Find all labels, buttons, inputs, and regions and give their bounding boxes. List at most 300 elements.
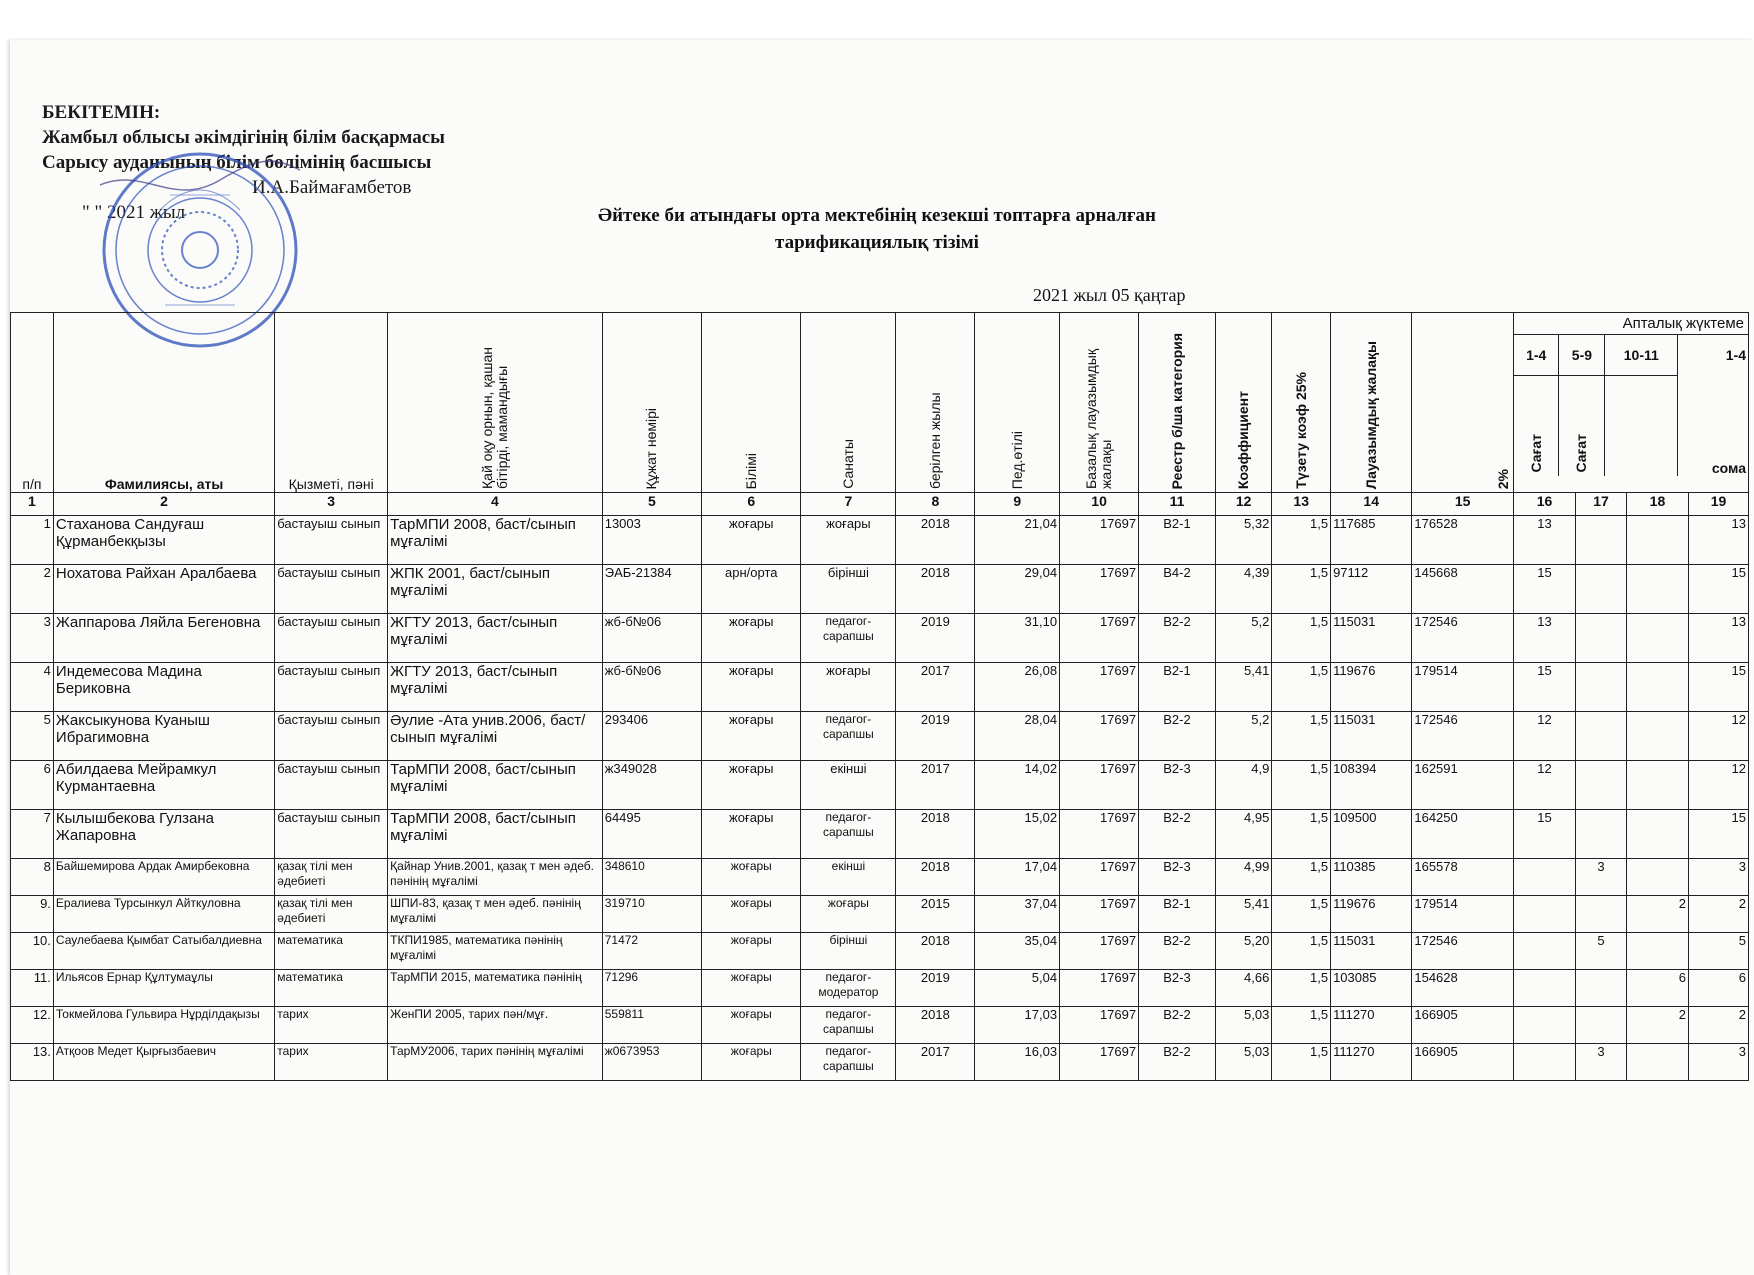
document-number: 559811	[602, 1007, 701, 1044]
correction-coef: 1,5	[1272, 810, 1331, 859]
hours-1-4	[1513, 859, 1575, 896]
teacher-position: бастауыш сынып	[275, 663, 388, 712]
category: педагог-сарапшы	[801, 810, 896, 859]
base-salary: 17697	[1060, 1044, 1139, 1081]
row-number: 8	[11, 859, 54, 896]
row-number: 12.	[11, 1007, 54, 1044]
education-level: жоғары	[702, 970, 801, 1007]
hours-total: 2	[1689, 1007, 1749, 1044]
register-category: В2-2	[1139, 1044, 1216, 1081]
teacher-position: бастауыш сынып	[275, 810, 388, 859]
coefficient: 5,03	[1215, 1007, 1271, 1044]
hours-10-11	[1626, 810, 1688, 859]
hours-10-11	[1626, 1044, 1688, 1081]
table-row	[11, 565, 1749, 614]
hours-5-9	[1576, 712, 1627, 761]
hours-10-11	[1626, 859, 1688, 896]
header-correction: Түзету коэф 25%	[1272, 313, 1331, 493]
category: педагог-модератор	[801, 970, 896, 1007]
row-number: 2	[11, 565, 54, 614]
document-title: Әйтеке би атындағы орта мектебінің кезекші топтарға арналған	[598, 205, 1156, 226]
row-number: 7	[11, 810, 54, 859]
table-row	[11, 1044, 1749, 1081]
hours-1-4	[1513, 896, 1575, 933]
hours-total: 3	[1689, 1044, 1749, 1081]
hours-10-11	[1626, 761, 1688, 810]
position-salary: 119676	[1331, 663, 1412, 712]
register-category: В2-3	[1139, 859, 1216, 896]
header-salary: Лауазымдық жалақы	[1331, 313, 1412, 493]
teacher-name: Саулебаева Қымбат Сатыбалдиевна	[53, 933, 274, 970]
teacher-position: тарих	[275, 1044, 388, 1081]
position-salary: 111270	[1331, 1007, 1412, 1044]
hours-total: 13	[1689, 516, 1749, 565]
base-salary: 17697	[1060, 970, 1139, 1007]
salary-2pct: 145668	[1412, 565, 1514, 614]
document-number: ЭАБ-21384	[602, 565, 701, 614]
education-place: ЖГТУ 2013, баст/сынып мұғалімі	[388, 614, 603, 663]
education-level: жоғары	[702, 712, 801, 761]
ped-experience: 35,04	[975, 933, 1060, 970]
document-number: 319710	[602, 896, 701, 933]
document-number: 71296	[602, 970, 701, 1007]
row-number: 10.	[11, 933, 54, 970]
header-doc-no: Құжат нөмірі	[602, 313, 701, 493]
salary-2pct: 172546	[1412, 933, 1514, 970]
category: жоғары	[801, 663, 896, 712]
document-number: 348610	[602, 859, 701, 896]
tariff-table	[10, 312, 1749, 1081]
hours-5-9	[1576, 1007, 1627, 1044]
category: екінші	[801, 859, 896, 896]
header-hours-1: Сағат	[1527, 434, 1544, 473]
row-number: 5	[11, 712, 54, 761]
base-salary: 17697	[1060, 933, 1139, 970]
row-number: 1	[11, 516, 54, 565]
base-salary: 17697	[1060, 712, 1139, 761]
hours-total: 12	[1689, 712, 1749, 761]
teacher-name: Нохатова Райхан Аралбаева	[53, 565, 274, 614]
salary-2pct: 154628	[1412, 970, 1514, 1007]
base-salary: 17697	[1060, 614, 1139, 663]
header-grade-1-4b: 1-4	[1725, 347, 1746, 364]
row-number: 9.	[11, 896, 54, 933]
document-subtitle: тарификациялық тізімі	[775, 232, 979, 253]
header-coef: Коэффициент	[1215, 313, 1271, 493]
hours-total: 6	[1689, 970, 1749, 1007]
teacher-name: Ильясов Ернар Құлтумаұлы	[53, 970, 274, 1007]
category: жоғары	[801, 516, 896, 565]
ped-experience: 28,04	[975, 712, 1060, 761]
table-row	[11, 896, 1749, 933]
ped-experience: 14,02	[975, 761, 1060, 810]
column-number: 6	[702, 493, 801, 516]
base-salary: 17697	[1060, 565, 1139, 614]
position-salary: 115031	[1331, 712, 1412, 761]
hours-total: 2	[1689, 896, 1749, 933]
header-register: Реестр б/ша категория	[1139, 313, 1216, 493]
column-number: 17	[1576, 493, 1627, 516]
hours-5-9: 3	[1576, 859, 1627, 896]
category-year: 2017	[896, 663, 975, 712]
header-total: сома	[1711, 460, 1746, 476]
header-name: Фамилиясы, аты	[53, 313, 274, 493]
category-year: 2018	[896, 1007, 975, 1044]
salary-2pct: 164250	[1412, 810, 1514, 859]
ped-experience: 5,04	[975, 970, 1060, 1007]
header-row	[11, 313, 1749, 493]
teacher-position: математика	[275, 933, 388, 970]
column-number: 1	[11, 493, 54, 516]
hours-1-4	[1513, 1044, 1575, 1081]
correction-coef: 1,5	[1272, 565, 1331, 614]
hours-5-9	[1576, 663, 1627, 712]
education-level: жоғары	[702, 614, 801, 663]
education-level: жоғары	[702, 859, 801, 896]
position-salary: 115031	[1331, 614, 1412, 663]
register-category: В2-1	[1139, 663, 1216, 712]
row-number: 11.	[11, 970, 54, 1007]
category: жоғары	[801, 896, 896, 933]
coefficient: 5,2	[1215, 614, 1271, 663]
register-category: В2-2	[1139, 933, 1216, 970]
column-number-row	[11, 493, 1749, 516]
education-place: ТарМПИ 2008, баст/сынып мұғалімі	[388, 810, 603, 859]
teacher-name: Абилдаева Мейрамкул Курмантаевна	[53, 761, 274, 810]
correction-coef: 1,5	[1272, 614, 1331, 663]
education-place: ТарМПИ 2008, баст/сынып мұғалімі	[388, 516, 603, 565]
teacher-position: математика	[275, 970, 388, 1007]
coefficient: 5,41	[1215, 896, 1271, 933]
column-number: 10	[1060, 493, 1139, 516]
hours-10-11	[1626, 516, 1688, 565]
ped-experience: 16,03	[975, 1044, 1060, 1081]
base-salary: 17697	[1060, 810, 1139, 859]
table-row	[11, 933, 1749, 970]
teacher-position: бастауыш сынып	[275, 712, 388, 761]
header-base-salary: Базалық лауазымдық жалақы	[1060, 313, 1139, 493]
teacher-position: бастауыш сынып	[275, 761, 388, 810]
hours-5-9	[1576, 614, 1627, 663]
hours-total: 13	[1689, 614, 1749, 663]
approval-signatory: И.А.Баймағамбетов	[252, 177, 412, 198]
ped-experience: 15,02	[975, 810, 1060, 859]
column-number: 12	[1215, 493, 1271, 516]
education-place: ШПИ-83, қазақ т мен әдеб. пәнінің мұғалімі	[388, 896, 603, 933]
position-salary: 97112	[1331, 565, 1412, 614]
column-number: 14	[1331, 493, 1412, 516]
tariff-table-body	[11, 516, 1749, 1081]
table-row	[11, 970, 1749, 1007]
hours-total: 15	[1689, 663, 1749, 712]
correction-coef: 1,5	[1272, 1007, 1331, 1044]
category: педагог-сарапшы	[801, 1044, 896, 1081]
coefficient: 4,95	[1215, 810, 1271, 859]
teacher-position: бастауыш сынып	[275, 516, 388, 565]
ped-experience: 26,08	[975, 663, 1060, 712]
category-year: 2015	[896, 896, 975, 933]
hours-1-4	[1513, 970, 1575, 1007]
category: педагог-сарапшы	[801, 712, 896, 761]
category-year: 2019	[896, 970, 975, 1007]
correction-coef: 1,5	[1272, 933, 1331, 970]
column-number: 19	[1689, 493, 1749, 516]
row-number: 4	[11, 663, 54, 712]
column-number: 3	[275, 493, 388, 516]
register-category: В2-1	[1139, 896, 1216, 933]
category-year: 2018	[896, 516, 975, 565]
table-row	[11, 1007, 1749, 1044]
hours-total: 15	[1689, 810, 1749, 859]
table-row	[11, 614, 1749, 663]
hours-5-9	[1576, 810, 1627, 859]
ped-experience: 31,10	[975, 614, 1060, 663]
hours-1-4: 12	[1513, 761, 1575, 810]
position-salary: 109500	[1331, 810, 1412, 859]
salary-2pct: 162591	[1412, 761, 1514, 810]
register-category: В2-2	[1139, 614, 1216, 663]
coefficient: 4,39	[1215, 565, 1271, 614]
column-number: 16	[1513, 493, 1575, 516]
education-level: жоғары	[702, 933, 801, 970]
base-salary: 17697	[1060, 663, 1139, 712]
coefficient: 5,32	[1215, 516, 1271, 565]
teacher-name: Токмейлова Гульвира Нұрділдақызы	[53, 1007, 274, 1044]
coefficient: 5,03	[1215, 1044, 1271, 1081]
hours-5-9	[1576, 565, 1627, 614]
coefficient: 5,20	[1215, 933, 1271, 970]
column-number: 7	[801, 493, 896, 516]
base-salary: 17697	[1060, 1007, 1139, 1044]
hours-1-4	[1513, 933, 1575, 970]
column-number: 8	[896, 493, 975, 516]
education-place: ЖПК 2001, баст/сынып мұғалімі	[388, 565, 603, 614]
salary-2pct: 179514	[1412, 663, 1514, 712]
hours-10-11	[1626, 565, 1688, 614]
category: бірінші	[801, 933, 896, 970]
table-row	[11, 810, 1749, 859]
teacher-position: қазақ тілі мен әдебиеті	[275, 859, 388, 896]
category: екінші	[801, 761, 896, 810]
education-place: Қайнар Унив.2001, қазақ т мен әдеб. пәнінің мұғалімі	[388, 859, 603, 896]
coefficient: 5,2	[1215, 712, 1271, 761]
table-row	[11, 761, 1749, 810]
row-number: 13.	[11, 1044, 54, 1081]
approval-dept: Сарысу ауданының білім бөлімінің басшысы	[42, 152, 432, 173]
document-number: жб-б№06	[602, 663, 701, 712]
category-year: 2018	[896, 859, 975, 896]
document-date: 2021 жыл 05 қаңтар	[1033, 285, 1186, 305]
document-number: 293406	[602, 712, 701, 761]
ped-experience: 17,04	[975, 859, 1060, 896]
column-number: 2	[53, 493, 274, 516]
register-category: В2-2	[1139, 712, 1216, 761]
register-category: В2-2	[1139, 1007, 1216, 1044]
hours-10-11	[1626, 933, 1688, 970]
category-year: 2017	[896, 1044, 975, 1081]
base-salary: 17697	[1060, 516, 1139, 565]
header-year: берілген жылы	[896, 313, 975, 493]
correction-coef: 1,5	[1272, 896, 1331, 933]
teacher-position: қазақ тілі мен әдебиеті	[275, 896, 388, 933]
hours-5-9: 5	[1576, 933, 1627, 970]
hours-1-4: 13	[1513, 516, 1575, 565]
category-year: 2018	[896, 933, 975, 970]
education-level: жоғары	[702, 810, 801, 859]
teacher-name: Индемесова Мадина Бериковна	[53, 663, 274, 712]
coefficient: 5,41	[1215, 663, 1271, 712]
hours-5-9	[1576, 516, 1627, 565]
document-number: 64495	[602, 810, 701, 859]
position-salary: 119676	[1331, 896, 1412, 933]
table-row	[11, 712, 1749, 761]
hours-1-4: 15	[1513, 663, 1575, 712]
hours-5-9: 3	[1576, 1044, 1627, 1081]
position-salary: 117685	[1331, 516, 1412, 565]
correction-coef: 1,5	[1272, 712, 1331, 761]
hours-total: 3	[1689, 859, 1749, 896]
education-place: ТарМУ2006, тарих пәнінің мұғалімі	[388, 1044, 603, 1081]
coefficient: 4,9	[1215, 761, 1271, 810]
table-row	[11, 859, 1749, 896]
base-salary: 17697	[1060, 761, 1139, 810]
education-level: арн/орта	[702, 565, 801, 614]
hours-1-4: 15	[1513, 810, 1575, 859]
header-grade-1-4: 1-4	[1514, 335, 1559, 376]
document-number: ж349028	[602, 761, 701, 810]
hours-10-11	[1626, 614, 1688, 663]
document-number: 13003	[602, 516, 701, 565]
column-number: 9	[975, 493, 1060, 516]
education-place: ТКПИ1985, математика пәнінің мұғалімі	[388, 933, 603, 970]
hours-1-4	[1513, 1007, 1575, 1044]
teacher-position: бастауыш сынып	[275, 565, 388, 614]
register-category: В2-2	[1139, 810, 1216, 859]
education-level: жоғары	[702, 896, 801, 933]
category-year: 2019	[896, 712, 975, 761]
position-salary: 108394	[1331, 761, 1412, 810]
header-num: п/п	[11, 313, 54, 493]
hours-1-4: 12	[1513, 712, 1575, 761]
hours-5-9	[1576, 970, 1627, 1007]
column-number: 18	[1626, 493, 1688, 516]
row-number: 6	[11, 761, 54, 810]
hours-total: 15	[1689, 565, 1749, 614]
approval-org: Жамбыл облысы әкімдігінің білім басқармасы	[42, 127, 446, 148]
hours-10-11	[1626, 663, 1688, 712]
approval-date: " " 2021 жыл	[82, 202, 186, 223]
header-ped-exp: Пед.өтілі	[975, 313, 1060, 493]
category-year: 2017	[896, 761, 975, 810]
document-number: жб-б№06	[602, 614, 701, 663]
teacher-name: Жаппарова Ляйла Бегеновна	[53, 614, 274, 663]
salary-2pct: 179514	[1412, 896, 1514, 933]
position-salary: 115031	[1331, 933, 1412, 970]
ped-experience: 21,04	[975, 516, 1060, 565]
header-weekly-load: Апталық жүктеме 1-4 5-9 10-11 1-4 Сағат Сағат сома	[1513, 313, 1748, 493]
header-education-place: Қай оқу орнын, қашан бітірді, мамандығы	[388, 313, 603, 493]
salary-2pct: 176528	[1412, 516, 1514, 565]
header-education: Білімі	[702, 313, 801, 493]
teacher-name: Стаханова Сандуғаш Құрманбекқызы	[53, 516, 274, 565]
table-row	[11, 516, 1749, 565]
education-place: ТарМПИ 2015, математика пәнінің	[388, 970, 603, 1007]
column-number: 5	[602, 493, 701, 516]
register-category: В4-2	[1139, 565, 1216, 614]
approval-heading: БЕКІТЕМІН:	[42, 102, 161, 123]
teacher-name: Ералиева Турсынкул Айткуловна	[53, 896, 274, 933]
education-place: ЖГТУ 2013, баст/сынып мұғалімі	[388, 663, 603, 712]
column-number: 11	[1139, 493, 1216, 516]
hours-1-4: 13	[1513, 614, 1575, 663]
ped-experience: 29,04	[975, 565, 1060, 614]
coefficient: 4,99	[1215, 859, 1271, 896]
salary-2pct: 166905	[1412, 1044, 1514, 1081]
education-level: жоғары	[702, 1044, 801, 1081]
base-salary: 17697	[1060, 896, 1139, 933]
correction-coef: 1,5	[1272, 663, 1331, 712]
category-year: 2018	[896, 810, 975, 859]
register-category: В2-3	[1139, 970, 1216, 1007]
education-level: жоғары	[702, 516, 801, 565]
header-category: Санаты	[801, 313, 896, 493]
document-number: ж0673953	[602, 1044, 701, 1081]
education-level: жоғары	[702, 1007, 801, 1044]
education-level: жоғары	[702, 761, 801, 810]
header-pct: 2%	[1412, 313, 1514, 493]
salary-2pct: 172546	[1412, 614, 1514, 663]
document-number: 71472	[602, 933, 701, 970]
teacher-name: Жаксыкунова Куаныш Ибрагимовна	[53, 712, 274, 761]
header-hours-2: Сағат	[1573, 434, 1590, 473]
salary-2pct: 172546	[1412, 712, 1514, 761]
header-grade-5-9: 5-9	[1559, 335, 1605, 376]
teacher-name: Байшемирова Ардак Амирбековна	[53, 859, 274, 896]
category: педагог-сарапшы	[801, 1007, 896, 1044]
column-number: 15	[1412, 493, 1514, 516]
category-year: 2018	[896, 565, 975, 614]
column-number: 13	[1272, 493, 1331, 516]
education-level: жоғары	[702, 663, 801, 712]
teacher-position: тарих	[275, 1007, 388, 1044]
header-position: Қызметі, пәні	[275, 313, 388, 493]
ped-experience: 37,04	[975, 896, 1060, 933]
hours-1-4: 15	[1513, 565, 1575, 614]
teacher-name: Атқоов Медет Қырғызбаевич	[53, 1044, 274, 1081]
hours-10-11: 2	[1626, 1007, 1688, 1044]
correction-coef: 1,5	[1272, 970, 1331, 1007]
category: бірінші	[801, 565, 896, 614]
correction-coef: 1,5	[1272, 761, 1331, 810]
hours-5-9	[1576, 896, 1627, 933]
hours-10-11: 6	[1626, 970, 1688, 1007]
position-salary: 111270	[1331, 1044, 1412, 1081]
coefficient: 4,66	[1215, 970, 1271, 1007]
register-category: В2-1	[1139, 516, 1216, 565]
teacher-name: Кылышбекова Гулзана Жапаровна	[53, 810, 274, 859]
hours-total: 12	[1689, 761, 1749, 810]
correction-coef: 1,5	[1272, 859, 1331, 896]
education-place: ЖенПИ 2005, тарих пән/мұғ.	[388, 1007, 603, 1044]
hours-5-9	[1576, 761, 1627, 810]
header-grade-10-11: 10-11	[1605, 335, 1678, 376]
correction-coef: 1,5	[1272, 1044, 1331, 1081]
register-category: В2-3	[1139, 761, 1216, 810]
row-number: 3	[11, 614, 54, 663]
hours-10-11	[1626, 712, 1688, 761]
category-year: 2019	[896, 614, 975, 663]
ped-experience: 17,03	[975, 1007, 1060, 1044]
